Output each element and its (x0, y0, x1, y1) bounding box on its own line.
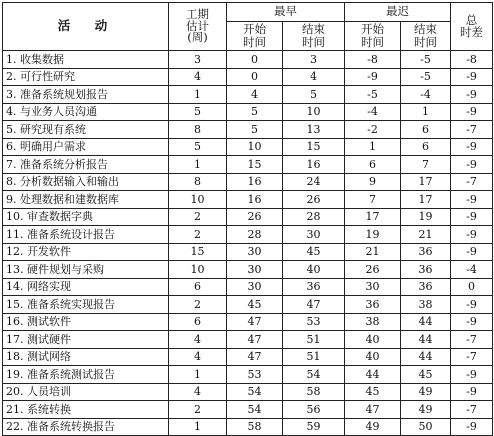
cell-earliest-start: 58 (227, 418, 283, 436)
cell-latest-end: 44 (401, 348, 451, 366)
cell-latest-end: 17 (401, 173, 451, 191)
cell-latest-end: 21 (401, 226, 451, 244)
cell-earliest-end: 40 (283, 261, 345, 279)
cell-earliest-start: 47 (227, 313, 283, 331)
table-header (3, 3, 493, 51)
cell-duration: 8 (169, 173, 227, 191)
header-duration-line3: (周) (187, 30, 208, 45)
cell-earliest-start: 53 (227, 366, 283, 384)
cell-earliest-end: 30 (283, 226, 345, 244)
cell-earliest-start: 0 (227, 51, 283, 69)
table-row (3, 296, 493, 314)
cell-duration: 6 (169, 278, 227, 296)
table-row (3, 278, 493, 296)
cell-latest-start: 45 (345, 383, 401, 401)
cell-earliest-start: 30 (227, 278, 283, 296)
cell-earliest-start: 54 (227, 383, 283, 401)
table-row (3, 208, 493, 226)
cell-activity: 2. 可行性研究 (3, 68, 169, 86)
cell-earliest-end: 26 (283, 191, 345, 209)
table-row (3, 191, 493, 209)
cell-earliest-start: 4 (227, 86, 283, 104)
cell-latest-start: -4 (345, 103, 401, 121)
cell-earliest-end: 51 (283, 348, 345, 366)
cell-latest-end: 45 (401, 366, 451, 384)
table-row (3, 261, 493, 279)
cell-activity: 18. 测试网络 (3, 348, 169, 366)
header-latest-start-line2: 时间 (361, 35, 384, 49)
cell-earliest-start: 0 (227, 68, 283, 86)
cell-earliest-end: 13 (283, 121, 345, 139)
cell-earliest-start: 30 (227, 261, 283, 279)
table-row (3, 68, 493, 86)
cell-latest-start: 49 (345, 418, 401, 436)
cell-duration: 4 (169, 68, 227, 86)
cell-duration: 2 (169, 208, 227, 226)
cell-earliest-end: 36 (283, 278, 345, 296)
cell-slack: -9 (451, 383, 493, 401)
cell-duration: 2 (169, 401, 227, 419)
cell-duration: 1 (169, 418, 227, 436)
cell-earliest-end: 4 (283, 68, 345, 86)
cell-slack: -9 (451, 208, 493, 226)
cell-latest-start: -2 (345, 121, 401, 139)
cell-duration: 3 (169, 51, 227, 69)
cell-activity: 16. 测试软件 (3, 313, 169, 331)
cell-latest-start: 26 (345, 261, 401, 279)
cell-slack: -9 (451, 86, 493, 104)
header-latest-end (401, 22, 451, 51)
header-duration-line1: 工期 (186, 7, 209, 22)
cell-slack: -9 (451, 156, 493, 174)
cell-duration: 4 (169, 348, 227, 366)
cell-earliest-start: 5 (227, 121, 283, 139)
cell-slack: -7 (451, 121, 493, 139)
cell-duration: 10 (169, 191, 227, 209)
cell-latest-start: 40 (345, 331, 401, 349)
cell-latest-end: -5 (401, 51, 451, 69)
table-row (3, 173, 493, 191)
cell-earliest-end: 53 (283, 313, 345, 331)
cell-activity: 21. 系统转换 (3, 401, 169, 419)
cell-activity: 17. 测试硬件 (3, 331, 169, 349)
cell-earliest-end: 10 (283, 103, 345, 121)
cell-activity: 7. 准备系统分析报告 (3, 156, 169, 174)
cell-activity: 8. 分析数据输入和输出 (3, 173, 169, 191)
header-earliest-end-line1: 结束 (302, 22, 325, 36)
header-latest-start (345, 22, 401, 51)
cell-earliest-start: 47 (227, 348, 283, 366)
cell-slack: -7 (451, 348, 493, 366)
cell-latest-end: 49 (401, 383, 451, 401)
cell-duration: 10 (169, 261, 227, 279)
table-row (3, 331, 493, 349)
cell-latest-end: 36 (401, 278, 451, 296)
header-slack-line2: 时差 (460, 24, 483, 39)
cell-activity: 22. 准备系统转换报告 (3, 418, 169, 436)
table-row (3, 243, 493, 261)
header-latest-end-line2: 时间 (414, 35, 437, 49)
table-body (3, 51, 493, 436)
header-earliest-start-line1: 开始 (243, 22, 266, 36)
header-earliest-end-line2: 时间 (302, 35, 325, 49)
cell-slack: -9 (451, 138, 493, 156)
cell-duration: 4 (169, 383, 227, 401)
cell-activity: 14. 网络实现 (3, 278, 169, 296)
cell-activity: 19. 准备系统测试报告 (3, 366, 169, 384)
cell-earliest-end: 47 (283, 296, 345, 314)
cell-latest-start: -9 (345, 68, 401, 86)
cell-earliest-start: 15 (227, 156, 283, 174)
table-row (3, 121, 493, 139)
cell-activity: 5. 研究现有系统 (3, 121, 169, 139)
cell-duration: 6 (169, 313, 227, 331)
cell-earliest-end: 45 (283, 243, 345, 261)
cell-earliest-end: 28 (283, 208, 345, 226)
cell-earliest-end: 5 (283, 86, 345, 104)
cell-latest-end: 7 (401, 156, 451, 174)
cell-slack: -9 (451, 296, 493, 314)
cell-activity: 20. 人员培训 (3, 383, 169, 401)
table-row (3, 366, 493, 384)
header-earliest-start (227, 22, 283, 51)
table-row (3, 313, 493, 331)
cell-slack: -8 (451, 51, 493, 69)
table-row (3, 226, 493, 244)
header-earliest-start-line2: 时间 (243, 35, 266, 49)
cell-earliest-end: 54 (283, 366, 345, 384)
cell-slack: -7 (451, 173, 493, 191)
cell-duration: 1 (169, 86, 227, 104)
cell-duration: 4 (169, 331, 227, 349)
cell-latest-start: 40 (345, 348, 401, 366)
cell-latest-start: 19 (345, 226, 401, 244)
header-latest-start-line1: 开始 (361, 22, 384, 36)
cell-earliest-end: 51 (283, 331, 345, 349)
header-activity: 活 动 (3, 3, 169, 51)
table-row (3, 156, 493, 174)
cell-latest-end: 6 (401, 121, 451, 139)
header-earliest-end (283, 22, 345, 51)
cell-activity: 3. 准备系统规划报告 (3, 86, 169, 104)
cell-duration: 15 (169, 243, 227, 261)
table-row (3, 401, 493, 419)
cell-latest-end: 19 (401, 208, 451, 226)
cell-slack: -4 (451, 261, 493, 279)
cell-earliest-start: 26 (227, 208, 283, 226)
cell-slack: -7 (451, 401, 493, 419)
cell-latest-start: 7 (345, 191, 401, 209)
cell-latest-start: 47 (345, 401, 401, 419)
header-slack-line1: 总 (465, 13, 478, 27)
cell-duration: 1 (169, 366, 227, 384)
cell-latest-start: -5 (345, 86, 401, 104)
header-earliest: 最早 (227, 3, 345, 22)
cell-earliest-start: 10 (227, 138, 283, 156)
cell-slack: -9 (451, 243, 493, 261)
cell-earliest-start: 54 (227, 401, 283, 419)
cell-earliest-end: 58 (283, 383, 345, 401)
cell-activity: 4. 与业务人员沟通 (3, 103, 169, 121)
cell-earliest-end: 15 (283, 138, 345, 156)
cell-activity: 13. 硬件规划与采购 (3, 261, 169, 279)
cell-slack: -9 (451, 366, 493, 384)
header-latest: 最迟 (345, 3, 451, 22)
cell-latest-end: 49 (401, 401, 451, 419)
cell-earliest-end: 3 (283, 51, 345, 69)
cell-latest-start: 17 (345, 208, 401, 226)
cell-duration: 2 (169, 296, 227, 314)
cell-latest-start: 36 (345, 296, 401, 314)
cell-earliest-start: 47 (227, 331, 283, 349)
cell-latest-end: -4 (401, 86, 451, 104)
cell-earliest-start: 28 (227, 226, 283, 244)
cell-earliest-start: 30 (227, 243, 283, 261)
schedule-table (2, 2, 493, 436)
cell-slack: -9 (451, 103, 493, 121)
cell-duration: 5 (169, 103, 227, 121)
cell-latest-start: 6 (345, 156, 401, 174)
cell-latest-end: 44 (401, 313, 451, 331)
cell-slack: -9 (451, 418, 493, 436)
header-duration (169, 3, 227, 51)
cell-slack: 0 (451, 278, 493, 296)
cell-latest-end: -5 (401, 68, 451, 86)
cell-earliest-start: 45 (227, 296, 283, 314)
table-row (3, 86, 493, 104)
cell-earliest-end: 56 (283, 401, 345, 419)
cell-duration: 8 (169, 121, 227, 139)
table-row (3, 348, 493, 366)
cell-latest-end: 50 (401, 418, 451, 436)
cell-latest-start: 38 (345, 313, 401, 331)
cell-latest-end: 1 (401, 103, 451, 121)
cell-latest-start: -8 (345, 51, 401, 69)
header-latest-end-line1: 结束 (414, 22, 437, 36)
cell-earliest-end: 24 (283, 173, 345, 191)
cell-slack: -7 (451, 331, 493, 349)
cell-latest-end: 36 (401, 261, 451, 279)
cell-activity: 6. 明确用户需求 (3, 138, 169, 156)
cell-earliest-start: 16 (227, 191, 283, 209)
cell-latest-end: 38 (401, 296, 451, 314)
cell-activity: 11. 准备系统设计报告 (3, 226, 169, 244)
cell-activity: 1. 收集数据 (3, 51, 169, 69)
cell-earliest-start: 16 (227, 173, 283, 191)
cell-latest-end: 44 (401, 331, 451, 349)
cell-latest-start: 21 (345, 243, 401, 261)
cell-earliest-start: 5 (227, 103, 283, 121)
cell-latest-end: 36 (401, 243, 451, 261)
table-row (3, 138, 493, 156)
cell-activity: 9. 处理数据和建数据库 (3, 191, 169, 209)
cell-earliest-end: 59 (283, 418, 345, 436)
cell-duration: 2 (169, 226, 227, 244)
cell-slack: -9 (451, 191, 493, 209)
cell-activity: 15. 准备系统实现报告 (3, 296, 169, 314)
cell-duration: 1 (169, 156, 227, 174)
cell-duration: 5 (169, 138, 227, 156)
cell-activity: 12. 开发软件 (3, 243, 169, 261)
cell-latest-start: 1 (345, 138, 401, 156)
cell-slack: -9 (451, 313, 493, 331)
header-slack (451, 3, 493, 51)
table-row (3, 418, 493, 436)
table-row (3, 383, 493, 401)
cell-latest-end: 17 (401, 191, 451, 209)
cell-earliest-end: 16 (283, 156, 345, 174)
table-row (3, 103, 493, 121)
cell-latest-start: 44 (345, 366, 401, 384)
cell-slack: -9 (451, 68, 493, 86)
cell-latest-start: 30 (345, 278, 401, 296)
cell-latest-end: 6 (401, 138, 451, 156)
cell-activity: 10. 审查数据字典 (3, 208, 169, 226)
cell-latest-start: 9 (345, 173, 401, 191)
cell-slack: -9 (451, 226, 493, 244)
header-duration-line2: 估计 (186, 18, 209, 33)
table-row (3, 51, 493, 69)
